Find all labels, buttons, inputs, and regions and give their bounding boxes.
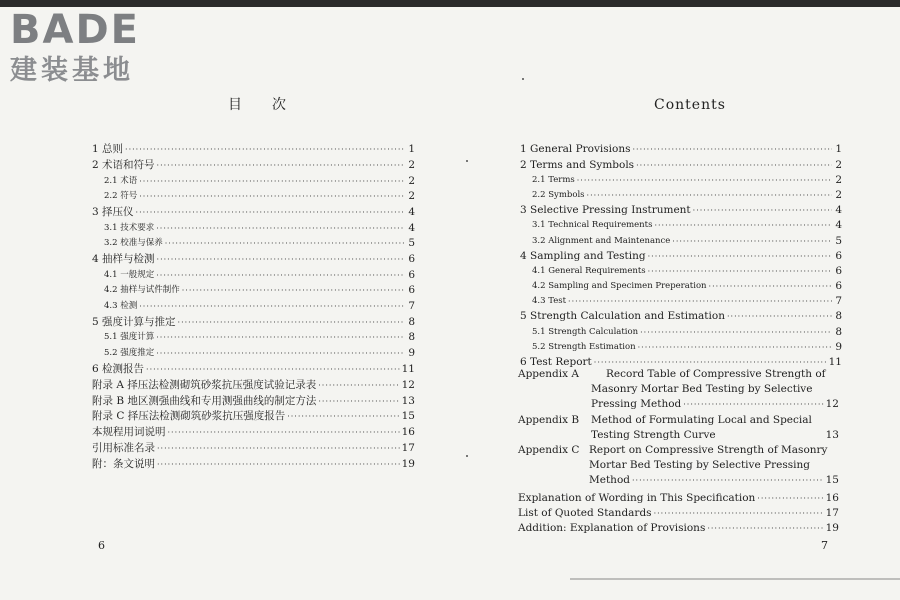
leader-dots [654,219,832,232]
leader-dots [757,492,823,505]
toc-entry-page: 4 [408,206,415,218]
toc-entry-label: 3.2 Alignment and Maintenance [532,236,671,246]
toc-row [104,284,415,297]
toc-entry-page: 6 [408,253,415,265]
toc-row [520,204,842,217]
toc-row [532,219,842,232]
leader-dots [683,398,823,411]
toc-entry-label: 6 检测报告 [92,363,145,375]
toc-entry-label: 4.1 一般规定 [104,270,155,280]
toc-entry-page: 8 [408,316,415,328]
toc-entry-page: 1 [408,143,415,155]
leader-dots [709,280,832,293]
leader-dots [707,522,823,535]
leader-dots [156,347,405,360]
toc-row [104,300,415,313]
toc-entry-label: 2.1 术语 [104,176,138,186]
right-heading: Contents [654,97,726,113]
toc-entry-label: 6 Test Report [520,356,592,368]
toc-entry-label: 附录 B 地区测强曲线和专用测强曲线的制定方法 [92,395,317,407]
toc-entry-page: 4 [835,204,842,216]
toc-entry-label: 5.1 Strength Calculation [532,327,639,337]
toc-entry-label: 1 总则 [92,143,124,155]
toc-entry-label: List of Quoted Standards [518,507,652,519]
toc-entry-label: 3 择压仪 [92,206,134,218]
toc-entry-label: Addition: Explanation of Provisions [518,522,706,534]
toc-entry-page: 2 [835,189,842,201]
leader-dots [156,331,405,344]
toc-entry-label: 4.2 Sampling and Specimen Preperation [532,281,707,291]
leader-dots [587,189,832,202]
toc-row [532,341,842,354]
toc-entry-label: Explanation of Wording in This Specification [518,492,756,504]
toc-entry-page: 19 [825,522,839,534]
toc-entry-page: 16 [825,492,839,504]
toc-entry-label: 4.3 检测 [104,301,138,311]
appendix-c-line2: Mortar Bed Testing by Selective Pressing [589,459,810,471]
appendix-c-line3-label: Method [589,474,630,486]
toc-row [92,159,415,172]
leader-dots [139,175,405,188]
toc-entry-page: 7 [835,295,842,307]
toc-entry-page: 12 [401,379,415,391]
toc-row [518,507,839,520]
toc-row [104,269,415,282]
toc-row [520,159,842,172]
appendix-b-line2-label: Testing Strength Curve [591,429,716,441]
toc-row [532,189,842,202]
toc-entry-page: 19 [401,458,415,470]
left-page [0,7,450,592]
left-heading: 目次 [228,97,316,113]
toc-entry-label: 3.2 校准与保养 [104,238,163,248]
toc-entry-label: 3 Selective Pressing Instrument [520,204,691,216]
leader-dots [318,395,399,408]
toc-entry-page: 17 [401,442,415,454]
scan-speck [466,455,468,457]
toc-entry-label: 4.2 抽样与试件制作 [104,285,180,295]
toc-entry-label: 5.2 强度推定 [104,348,155,358]
toc-entry-page: 9 [835,341,842,353]
toc-row [532,295,842,308]
leader-dots [287,410,399,423]
toc-row [92,410,415,423]
leader-dots [648,265,832,278]
toc-row [518,522,839,535]
leader-dots [139,190,405,203]
toc-entry-page: 1 [835,143,842,155]
toc-entry-label: 本规程用词说明 [92,426,166,438]
toc-row [532,235,842,248]
toc-row [104,331,415,344]
leader-dots [632,474,824,487]
toc-entry-label: 3.1 技术要求 [104,223,155,233]
toc-entry-label: 4.3 Test [532,296,567,306]
toc-entry-page: 6 [835,265,842,277]
toc-row [104,237,415,250]
toc-entry-page: 2 [835,159,842,171]
leader-dots [648,250,832,263]
toc-row [92,316,415,329]
toc-entry-label: 4 Sampling and Testing [520,250,646,262]
leader-dots [136,206,405,219]
toc-row [104,222,415,235]
toc-row [518,492,839,505]
leader-dots [157,253,405,266]
leader-dots [156,269,405,282]
toc-entry-page: 6 [408,269,415,281]
toc-row [92,206,415,219]
toc-entry-page: 6 [835,250,842,262]
toc-row [520,310,842,323]
leader-dots [577,174,832,187]
appendix-a-prefix: Appendix A [518,368,579,380]
right-page-number: 7 [821,539,828,552]
toc-entry-page: 5 [835,235,842,247]
toc-row [520,250,842,263]
toc-entry-label: 附录 A 择压法检测砌筑砂浆抗压强度试验记录表 [92,379,317,391]
toc-row [92,143,415,156]
toc-entry-label: 3.1 Technical Requirements [532,220,653,230]
toc-entry-label: 2.1 Terms [532,175,575,185]
leader-dots [693,204,832,217]
appendix-b-prefix: Appendix B [518,414,580,426]
toc-row [532,174,842,187]
toc-entry-label: 2 术语和符号 [92,159,155,171]
toc-entry-label: 4.1 General Requirements [532,266,646,276]
toc-entry-page: 2 [408,190,415,202]
leader-dots [139,300,405,313]
logo-brand-text: BADE [10,7,140,53]
appendix-a-line3-label: Pressing Method [591,398,682,410]
appendix-b-line1: Method of Formulating Local and Special [591,414,812,426]
toc-entry-page: 8 [408,331,415,343]
toc-entry-label: 5 Strength Calculation and Estimation [520,310,725,322]
appendix-a-line1: Record Table of Compressive Strength of [606,368,826,380]
toc-entry-label: 引用标准名录 [92,442,155,454]
left-page-number: 6 [98,539,105,552]
toc-entry-label: 5 强度计算与推定 [92,316,176,328]
leader-dots [146,363,400,376]
leader-dots [633,143,833,156]
toc-entry-page: 6 [408,284,415,296]
right-page [450,7,900,592]
scan-speck [466,160,468,162]
toc-entry-page: 8 [835,310,842,322]
scan-speck [522,78,524,80]
toc-entry-label: 2.2 Symbols [532,190,585,200]
toc-entry-page: 2 [835,174,842,186]
scan-edge-line [570,578,900,580]
toc-entry-page: 7 [408,300,415,312]
leader-dots [165,237,405,250]
toc-entry-label: 附：条文说明 [92,458,155,470]
toc-row [104,175,415,188]
leader-dots [125,143,405,156]
toc-entry-page: 11 [828,356,842,368]
toc-entry-page: 8 [835,326,842,338]
toc-row [92,426,415,439]
toc-entry-page: 2 [408,159,415,171]
appendix-a-page: 12 [825,398,839,410]
leader-dots [568,295,832,308]
toc-row [532,280,842,293]
toc-entry-page: 4 [408,222,415,234]
leader-dots [638,341,832,354]
appendix-c-line3 [589,474,839,487]
toc-row [92,458,415,471]
toc-entry-label: 附录 C 择压法检测砌筑砂浆抗压强度报告 [92,410,286,422]
toc-entry-page: 15 [401,410,415,422]
leader-dots [640,326,832,339]
appendix-b-line2 [591,429,839,442]
toc-entry-page: 13 [401,395,415,407]
toc-entry-label: 4 抽样与检测 [92,253,155,265]
appendix-c-line1: Report on Compressive Strength of Masonry [589,444,828,456]
leader-dots [168,426,400,439]
leader-dots [672,235,832,248]
toc-row [92,379,415,392]
appendix-c-prefix: Appendix C [518,444,580,456]
toc-entry-page: 11 [401,363,415,375]
toc-row [92,442,415,455]
leader-dots [157,159,405,172]
toc-entry-label: 5.2 Strength Estimation [532,342,636,352]
appendix-a-line2: Masonry Mortar Bed Testing by Selective [591,383,813,395]
leader-dots [178,316,405,329]
toc-entry-page: 2 [408,175,415,187]
toc-entry-label: 2.2 符号 [104,191,138,201]
appendix-b-page: 13 [825,429,839,441]
toc-row [104,347,415,360]
leader-dots [654,507,824,520]
toc-entry-page: 16 [401,426,415,438]
leader-dots [636,159,832,172]
leader-dots [156,222,405,235]
appendix-a-line3 [591,398,839,411]
appendix-c-page: 15 [825,474,839,486]
toc-row [92,395,415,408]
toc-entry-label: 2 Terms and Symbols [520,159,635,171]
toc-row [92,253,415,266]
leader-dots [157,442,400,455]
leader-dots [318,379,399,392]
leader-dots [182,284,405,297]
top-border [0,0,900,7]
leader-dots [157,458,400,471]
toc-row [532,265,842,278]
leader-dots [727,310,832,323]
logo-cn-text: 建装基地 [10,55,134,86]
toc-entry-page: 4 [835,219,842,231]
toc-entry-label: 1 General Provisions [520,143,631,155]
toc-entry-page: 9 [408,347,415,359]
toc-entry-label: 5.1 强度计算 [104,332,155,342]
toc-entry-page: 6 [835,280,842,292]
toc-entry-page: 5 [408,237,415,249]
toc-row [520,143,842,156]
toc-row [532,326,842,339]
toc-row [104,190,415,203]
toc-entry-page: 17 [825,507,839,519]
toc-row [92,363,415,376]
